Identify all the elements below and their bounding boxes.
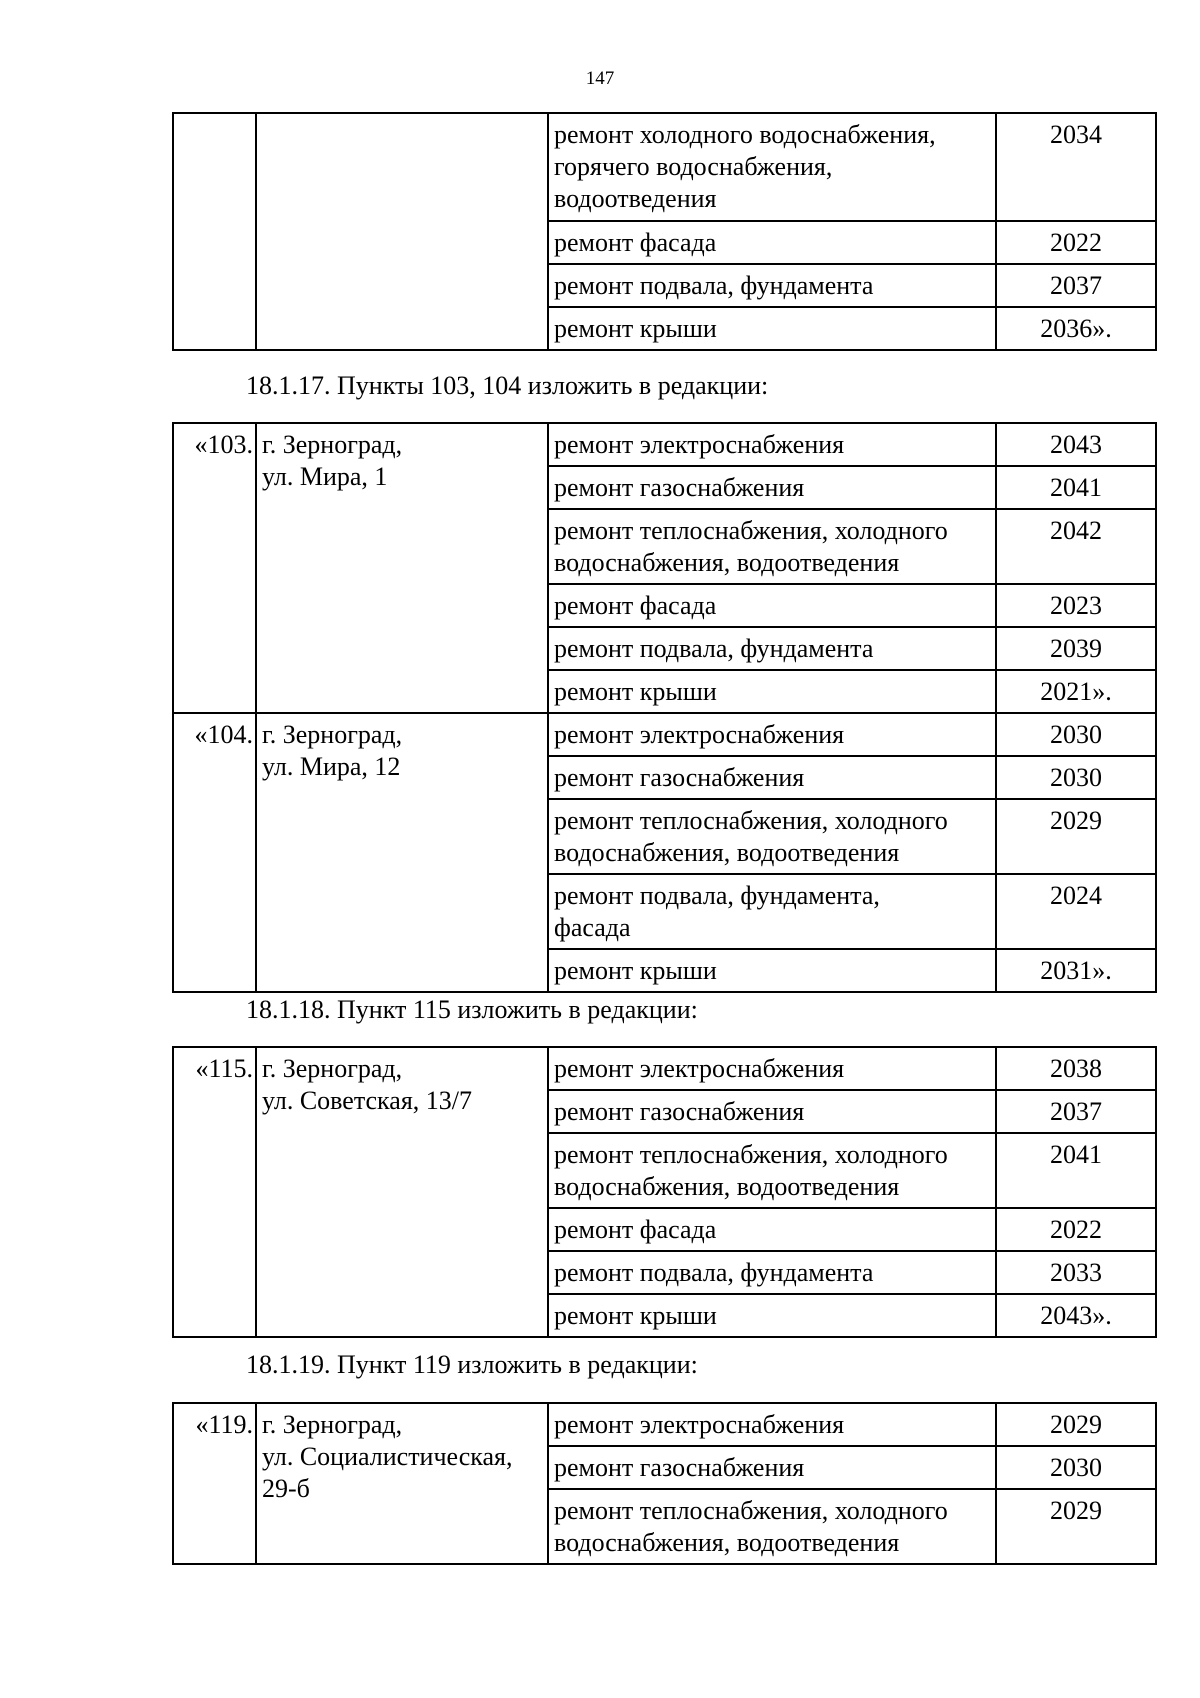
work-line: водоснабжения, водоотведения — [554, 1528, 900, 1557]
work-cell: ремонт крыши — [548, 307, 996, 350]
year-cell: 2042 — [996, 509, 1156, 584]
year-cell: 2024 — [996, 874, 1156, 949]
year-cell: 2033 — [996, 1251, 1156, 1294]
work-cell — [548, 1489, 996, 1564]
year-cell: 2031». — [996, 949, 1156, 992]
year-cell: 2030 — [996, 1446, 1156, 1489]
table-row — [173, 113, 1156, 221]
item-number-cell: «104. — [173, 713, 256, 992]
address-cell — [256, 713, 548, 992]
work-cell: ремонт крыши — [548, 1294, 996, 1337]
address-line: 29-б — [262, 1474, 310, 1503]
item-number-cell — [173, 113, 256, 350]
work-line: водоотведения — [554, 184, 717, 213]
section-heading: 18.1.17. Пункты 103, 104 изложить в редакции: — [246, 371, 769, 400]
table-row — [173, 713, 1156, 756]
work-line: водоснабжения, водоотведения — [554, 548, 900, 577]
year-cell: 2037 — [996, 1090, 1156, 1133]
year-cell: 2036». — [996, 307, 1156, 350]
work-cell: ремонт газоснабжения — [548, 756, 996, 799]
work-line: ремонт холодного водоснабжения, — [554, 120, 936, 149]
section-heading: 18.1.19. Пункт 119 изложить в редакции: — [246, 1350, 698, 1379]
address-line: ул. Мира, 1 — [262, 462, 388, 491]
address-line: г. Зерноград, — [262, 1410, 403, 1439]
year-cell: 2029 — [996, 1403, 1156, 1446]
year-cell: 2029 — [996, 799, 1156, 874]
address-line: ул. Мира, 12 — [262, 752, 401, 781]
work-cell: ремонт электроснабжения — [548, 1403, 996, 1446]
year-cell: 2022 — [996, 221, 1156, 264]
work-cell — [548, 113, 996, 221]
address-line: ул. Советская, 13/7 — [262, 1086, 473, 1115]
work-line: водоснабжения, водоотведения — [554, 838, 900, 867]
work-cell — [548, 874, 996, 949]
work-cell: ремонт электроснабжения — [548, 713, 996, 756]
work-cell: ремонт фасада — [548, 584, 996, 627]
year-cell: 2041 — [996, 1133, 1156, 1208]
work-cell: ремонт электроснабжения — [548, 423, 996, 466]
year-cell: 2039 — [996, 627, 1156, 670]
work-cell: ремонт газоснабжения — [548, 466, 996, 509]
address-cell — [256, 1403, 548, 1564]
year-cell: 2043». — [996, 1294, 1156, 1337]
address-cell — [256, 423, 548, 713]
year-cell: 2022 — [996, 1208, 1156, 1251]
work-line: фасада — [554, 913, 631, 942]
year-cell: 2043 — [996, 423, 1156, 466]
item-number-cell: «119. — [173, 1403, 256, 1564]
work-line: ремонт теплоснабжения, холодного — [554, 1496, 948, 1525]
items-table — [172, 1402, 1157, 1565]
work-cell: ремонт фасада — [548, 1208, 996, 1251]
item-number-cell: «115. — [173, 1047, 256, 1337]
address-cell — [256, 1047, 548, 1337]
address-line: ул. Социалистическая, — [262, 1442, 513, 1471]
address-line: г. Зерноград, — [262, 720, 403, 749]
year-cell: 2030 — [996, 713, 1156, 756]
table-row — [173, 1403, 1156, 1446]
continuation-table — [172, 112, 1157, 351]
address-line: г. Зерноград, — [262, 1054, 403, 1083]
address-cell — [256, 113, 548, 350]
item-number-cell: «103. — [173, 423, 256, 713]
work-line: водоснабжения, водоотведения — [554, 1172, 900, 1201]
items-table — [172, 422, 1157, 993]
page-number: 147 — [585, 68, 615, 89]
year-cell: 2038 — [996, 1047, 1156, 1090]
items-table — [172, 1046, 1157, 1338]
work-line: ремонт теплоснабжения, холодного — [554, 806, 948, 835]
year-cell: 2023 — [996, 584, 1156, 627]
work-cell: ремонт крыши — [548, 670, 996, 713]
work-cell: ремонт подвала, фундамента — [548, 1251, 996, 1294]
work-cell: ремонт электроснабжения — [548, 1047, 996, 1090]
table-row — [173, 1047, 1156, 1090]
year-cell: 2037 — [996, 264, 1156, 307]
work-cell — [548, 1133, 996, 1208]
work-line: горячего водоснабжения, — [554, 152, 833, 181]
work-cell: ремонт газоснабжения — [548, 1090, 996, 1133]
year-cell: 2029 — [996, 1489, 1156, 1564]
work-cell — [548, 509, 996, 584]
section-heading: 18.1.18. Пункт 115 изложить в редакции: — [246, 995, 698, 1024]
work-cell: ремонт фасада — [548, 221, 996, 264]
address-line: г. Зерноград, — [262, 430, 403, 459]
year-cell: 2034 — [996, 113, 1156, 221]
work-line: ремонт подвала, фундамента, — [554, 881, 880, 910]
work-cell: ремонт газоснабжения — [548, 1446, 996, 1489]
work-cell — [548, 799, 996, 874]
work-line: ремонт теплоснабжения, холодного — [554, 516, 948, 545]
year-cell: 2021». — [996, 670, 1156, 713]
work-line: ремонт теплоснабжения, холодного — [554, 1140, 948, 1169]
year-cell: 2041 — [996, 466, 1156, 509]
work-cell: ремонт подвала, фундамента — [548, 627, 996, 670]
work-cell: ремонт подвала, фундамента — [548, 264, 996, 307]
table-row — [173, 423, 1156, 466]
work-cell: ремонт крыши — [548, 949, 996, 992]
year-cell: 2030 — [996, 756, 1156, 799]
